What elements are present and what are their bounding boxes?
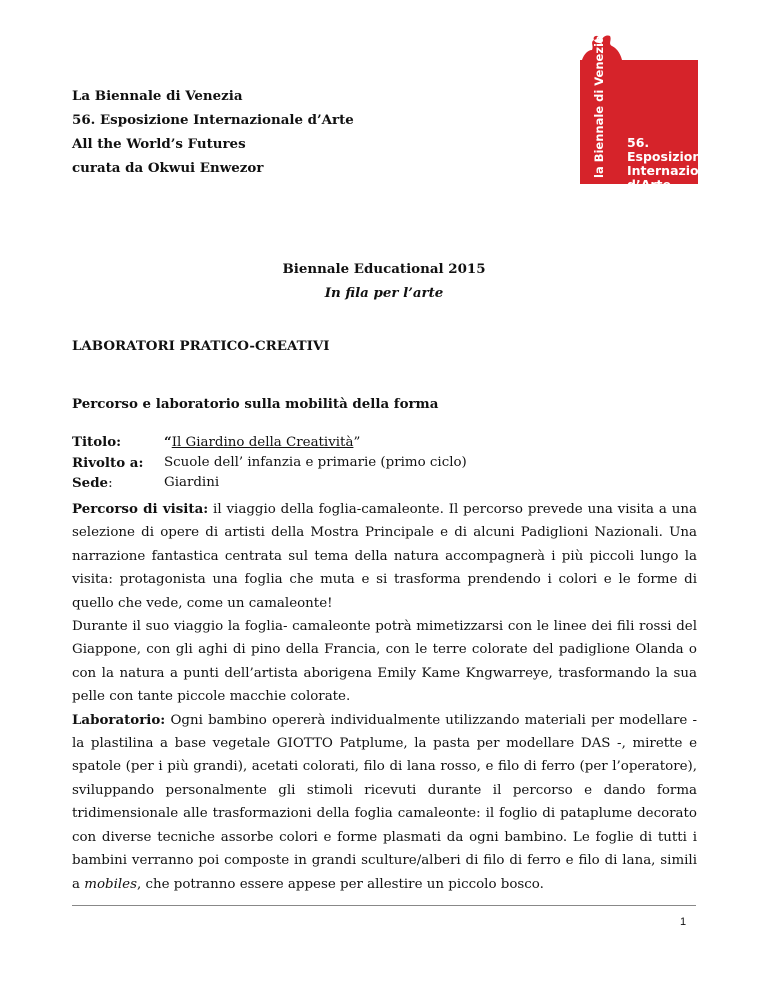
rivolto-value: Scuole dell’ infanzia e primarie (primo ciclo)	[164, 455, 467, 470]
percorso-paragraph	[72, 498, 697, 615]
durante-paragraph: Durante il suo viaggio la foglia- camaleonte potrà mimetizzarsi con le linee dei fili rossi del Giappone, con gli aghi di pino della Francia, con le terre colorate del padiglione Olanda o con la natura a punti dell’artista aborigena Emily Kame Kngwarreye, trasformando la sua pelle con tante piccole macchie colorate.	[72, 619, 697, 705]
footer-divider	[72, 905, 696, 906]
logo-line-2: Internazionale	[627, 163, 729, 178]
laboratorio-label: Laboratorio:	[72, 711, 166, 728]
header-line-3: All the World’s Futures	[72, 136, 246, 152]
header-block	[72, 84, 354, 180]
event-title: Biennale Educational 2015	[282, 261, 486, 277]
logo-line-3: d’Arte	[627, 177, 671, 192]
laboratorio-text-b: , che potranno essere appese per allestire un piccolo bosco.	[136, 876, 544, 892]
header-line-1: La Biennale di Venezia	[72, 88, 243, 104]
biennale-logo	[580, 32, 729, 192]
event-title-block	[0, 257, 768, 305]
laboratorio-text-a: Ogni bambino opererà individualmente utilizzando materiali per modellare - la plastilina a base vegetale GIOTTO Patplume, la pasta per modellare DAS -, mirette e spatole (per i più grandi), acetati colorati, filo di lana rosso, e filo di ferro (per l’operatore), sviluppando personalmente gli stimoli ricevuti durante il percorso e dando forma tridimensionale alle trasformazioni della foglia camaleonte: il foglio di pataplume decorato con diverse tecniche assorbe colori e forme plasmati da ogni bambino. Le foglie di tutti i bambini verranno poi composte in grandi sculture/alberi di filo di ferro e filo di lana, simili a	[72, 712, 697, 892]
sede-value: Giardini	[164, 475, 220, 490]
laboratorio-italic: mobiles	[84, 876, 137, 892]
titolo-text: Il Giardino della Creatività	[171, 435, 354, 450]
titolo-label: Titolo:	[72, 434, 122, 450]
event-subtitle: In fila per l’arte	[324, 285, 444, 301]
laboratorio-paragraph	[72, 709, 697, 896]
titolo-close-quote: ”	[353, 435, 361, 450]
page-number: 1	[680, 916, 687, 928]
rivolto-label: Rivolto a:	[72, 455, 144, 471]
percorso-text: il viaggio della foglia-camaleonte. Il percorso prevede una visita a una selezione di opere di artisti della Mostra Principale e di alcuni Padiglioni Nazionali. Una narrazione fantastica centrata sul tema della natura accompagnerà i più piccoli lungo la visita: protagonista una foglia che muta e si trasforma prendendo i colori e le forme di quello che vede, come un camaleonte!	[72, 502, 697, 611]
body-text	[72, 498, 697, 896]
info-row-rivolto	[72, 453, 467, 473]
sede-colon: :	[108, 476, 113, 491]
logo-line-1: 56. Esposizione	[627, 135, 710, 164]
titolo-value	[164, 432, 360, 453]
titolo-open-quote: “	[164, 434, 172, 450]
sede-label: Sede	[72, 475, 109, 491]
header-line-4: curata da Okwui Enwezor	[72, 160, 264, 176]
logo-vertical-text: la Biennale di Venezia	[592, 35, 606, 178]
logo-text	[627, 136, 729, 192]
section-title: LABORATORI PRATICO-CREATIVI	[72, 338, 330, 354]
info-table	[72, 432, 467, 494]
percorso-label: Percorso di visita:	[72, 501, 209, 517]
info-row-sede	[72, 473, 467, 494]
header-line-2: 56. Esposizione Internazionale d’Arte	[72, 112, 354, 128]
sede-label-group	[72, 473, 164, 494]
info-row-titolo	[72, 432, 467, 453]
sub-title: Percorso e laboratorio sulla mobilità della forma	[72, 396, 439, 412]
